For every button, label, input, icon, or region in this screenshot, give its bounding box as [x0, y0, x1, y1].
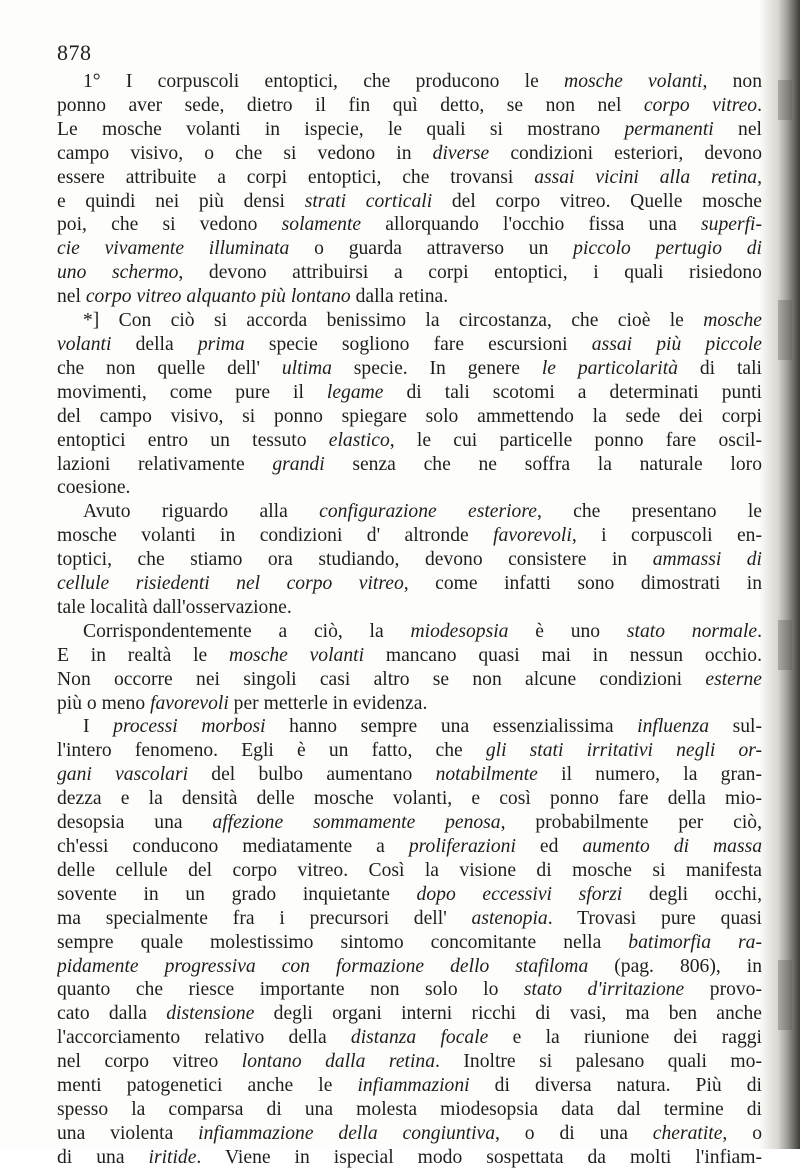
text-line: spesso la comparsa di una molesta miodesopsia data dal termine di — [57, 1098, 762, 1120]
text-line: dezza e la densità delle mosche volanti, e così ponno fare della mio- — [57, 788, 762, 810]
text-line: una violenta infiammazione della congiuntiva, o di una cheratite, o — [57, 1122, 762, 1144]
text-line: l'intero fenomeno. Egli è un fatto, che gli stati irritativi negli or- — [57, 740, 762, 762]
text-line: l'accorciamento relativo della distanza focale e la riunione dei raggi — [57, 1027, 762, 1049]
text-line: movimenti, come pure il legame di tali scotomi a determinati punti — [57, 381, 762, 403]
body-text — [57, 70, 762, 1170]
text-line: lazioni relativamente grandi senza che ne soffra la naturale loro — [57, 453, 762, 475]
edge-mark — [778, 960, 792, 1030]
text-line: del campo visivo, si ponno spiegare solo ammettendo la sede dei corpi — [57, 405, 762, 427]
text-line: volanti della prima specie sogliono fare escursioni assai più piccole — [57, 333, 762, 355]
page-edge-shadow — [760, 0, 800, 1149]
text-line: menti patogenetici anche le infiammazioni di diversa natura. Più di — [57, 1075, 762, 1097]
text-line: che non quelle dell' ultima specie. In genere le particolarità di tali — [57, 357, 762, 379]
text-line: pidamente progressiva con formazione dello stafiloma (pag. 806), in — [57, 955, 762, 977]
page-number: 878 — [57, 40, 92, 65]
text-line: nel corpo vitreo alquanto più lontano dalla retina. — [57, 286, 449, 308]
text-line: cato dalla distensione degli organi interni ricchi di vasi, ma ben anche — [57, 1003, 762, 1025]
text-line: uno schermo, devono attribuirsi a corpi entoptici, i quali risiedono — [57, 262, 762, 284]
text-line: tale località dall'osservazione. — [57, 596, 292, 618]
text-line: ma specialmente fra i precursori dell' astenopia. Trovasi pure quasi — [57, 907, 762, 929]
text-line: quanto che riesce importante non solo lo stato d'irritazione provo- — [57, 979, 762, 1001]
text-line: Corrispondentemente a ciò, la miodesopsia è uno stato normale. — [83, 620, 762, 642]
text-line: e quindi nei più densi strati corticali del corpo vitreo. Quelle mosche — [57, 190, 762, 212]
text-line: cie vivamente illuminata o guarda attraverso un piccolo pertugio di — [57, 238, 762, 260]
text-line: più o meno favorevoli per metterle in evidenza. — [57, 692, 428, 714]
text-line: Non occorre nei singoli casi altro se non alcune condizioni esterne — [57, 668, 762, 690]
text-line: E in realtà le mosche volanti mancano quasi mai in nessun occhio. — [57, 644, 762, 666]
text-line: nel corpo vitreo lontano dalla retina. Inoltre si palesano quali mo- — [57, 1051, 762, 1073]
text-line: delle cellule del corpo vitreo. Così la visione di mosche si manifesta — [57, 859, 762, 881]
text-line: poi, che si vedono solamente allorquando l'occhio fissa una superfi- — [57, 214, 762, 236]
text-line: sovente in un grado inquietante dopo eccessivi sforzi degli occhi, — [57, 883, 762, 905]
text-line: toptici, che stiamo ora studiando, devono consistere in ammassi di — [57, 549, 762, 571]
text-line: di una iritide. Viene in ispecial modo sospettata da molti l'infiam- — [57, 1146, 762, 1168]
text-line: desopsia una affezione sommamente penosa, probabilmente per ciò, — [57, 812, 762, 834]
text-line: essere attribuite a corpi entoptici, che trovansi assai vicini alla retina, — [57, 166, 762, 188]
text-line: campo visivo, o che si vedono in diverse condizioni esteriori, devono — [57, 142, 762, 164]
edge-mark — [778, 620, 792, 670]
text-line: *] Con ciò si accorda benissimo la circostanza, che cioè le mosche — [83, 310, 762, 332]
text-line: gani vascolari del bulbo aumentano notabilmente il numero, la gran- — [57, 764, 762, 786]
text-line: entoptici entro un tessuto elastico, le cui particelle ponno fare oscil- — [57, 429, 762, 451]
edge-mark — [778, 80, 792, 120]
text-line: coesione. — [57, 477, 131, 499]
text-line: 1° I corpuscoli entoptici, che producono le mosche volanti, non — [83, 71, 762, 92]
text-line: ch'essi conducono mediatamente a proliferazioni ed aumento di massa — [57, 836, 762, 857]
text-line: sempre quale molestissimo sintomo concomitante nella batimorfia ra- — [57, 931, 762, 953]
text-line: I processi morbosi hanno sempre una essenzialissima influenza sul- — [83, 716, 762, 738]
text-line: cellule risiedenti nel corpo vitreo, come infatti sono dimostrati in — [57, 573, 762, 595]
text-line: ponno aver sede, dietro il fin quì detto, se non nel corpo vitreo. — [57, 94, 762, 116]
text-line: mosche volanti in condizioni d' altronde favorevoli, i corpuscoli en- — [57, 525, 762, 547]
text-line: Le mosche volanti in ispecie, le quali si mostrano permanenti nel — [57, 118, 762, 140]
text-line: Avuto riguardo alla configurazione esteriore, che presentano le — [83, 501, 762, 523]
edge-mark — [778, 300, 792, 360]
